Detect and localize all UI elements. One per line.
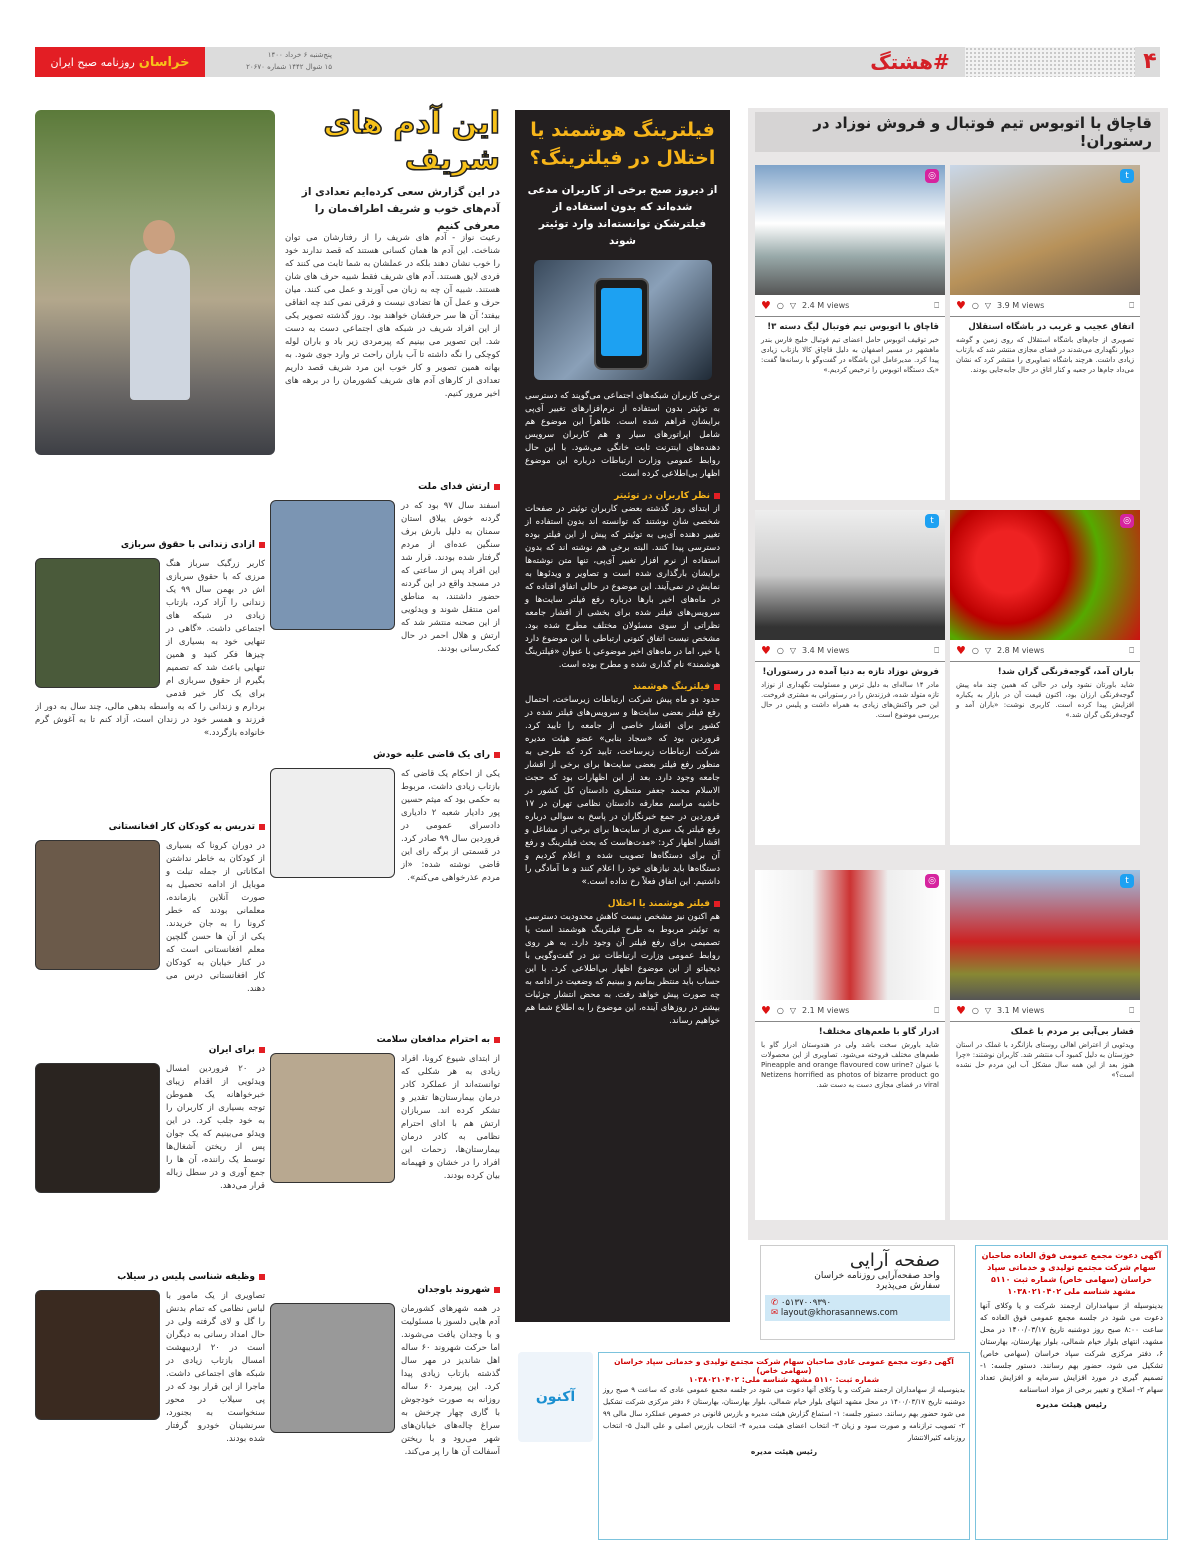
share-icon[interactable]: ▽ — [789, 1006, 797, 1015]
story-photo — [35, 558, 160, 688]
share-icon[interactable]: ▽ — [984, 646, 992, 655]
post-body: تصویری از جام‌های باشگاه استقلال که روی زمین و گوشه دیوار نگهداری می‌شدند در فضای مجازی منتشر شد که بازتاب زیادی داشت. هرچند باشگاه تصاویری را منتشر کرد که نشان می‌داد جام‌ها در جعبه و کنار اتاق در حال جابه‌جایی بودند. — [956, 336, 1134, 374]
social-post-card — [755, 165, 945, 500]
email-text: layout@khorasannews.com — [780, 1308, 898, 1318]
story-photo — [270, 500, 395, 630]
issue-date — [212, 49, 332, 73]
post-caption: باران آمد، گوجه‌فرنگی گران شد! — [997, 667, 1134, 677]
story-photo — [270, 768, 395, 878]
social-post-card — [950, 510, 1140, 845]
story-body: از ابتدای شیوع کرونا، افراد زیادی به هر شکلی که توانسته‌اند از عملکرد کادر درمان بیمارستان‌ها تقدیر و تشکر کرده اند. سربازان ارتش هم با ادای احترام نظامی به کادر درمان بیمارستان‌ها، زحمات این افراد را در خشان و فهیمانه بیان کرده بودند. — [401, 1054, 500, 1181]
filtering-article — [515, 110, 730, 1322]
story-heading: وظیفه شناسی پلیس در سیلاب — [35, 1272, 265, 1282]
story-heading: آزادی زندانی با حقوق سربازی — [35, 540, 265, 550]
bookmark-icon[interactable]: ⎕ — [1129, 1005, 1134, 1015]
filtering-headline: فیلترینگ هوشمند یا اختلال در فیلترینگ؟ — [529, 119, 716, 169]
story-body: یکی از احکام یک قاضی که بازتاب زیادی داشت، مربوط به حکمی بود که میثم حسین پور دادیار شعبه ۲ دادیاری دادسرای عمومی در فروردین سال ۹۹ صادر کرد. در قسمتی از برگه رای این قاضی نوشته شده: «از مردم عذرخواهی می‌کنم». — [401, 769, 500, 883]
mail-icon: ✉ — [771, 1308, 781, 1318]
post-image — [950, 510, 1140, 640]
views-count: 3.9 M views — [997, 301, 1045, 310]
story-body: کاربر زرگبک سرباز هنگ مرزی که با حقوق سربازی اش در بهمن سال ۹۹ یک زندانی را آزاد کرد، بازتاب زیادی در شبکه های اجتماعی داشت. «گاهی در تنهایی خود به بسیاری از چیزها فکر کنید و همین تنهایی باعث شد که تصمیم بگیرم از حقوق سربازی ام برای یک کار خیر قدمی بردارم و زندانی را که به واسطه بدهی مالی، چند سال به دور از فرزند و همسر خود در زندان است، آزاد کنم تا به آغوش گرم خانواده بازگردد.» — [35, 559, 265, 738]
share-icon[interactable]: ▽ — [789, 646, 797, 655]
filtering-intro: برخی کاربران شبکه‌های اجتماعی می‌گویند که دسترسی به توئیتر بدون استفاده از نرم‌افزارهای تغییر آی‌پی برایشان فراهم شده است. ظاهراً این موضوع هم شامل اپراتورهای سیار و هم کاربران سرویس دهنده‌های اینترنت ثابت خانگی می‌شود. با این حال روابط عمومی وزارت ارتباطات درباره این موضوع اظهار بی‌اطلاعی کرده است. — [525, 391, 720, 479]
notice-signature: رئیس هیئت مدیره — [1036, 1400, 1107, 1409]
like-icon[interactable]: ♥ — [956, 1004, 966, 1017]
views-count: 2.8 M views — [997, 646, 1045, 655]
post-body: شاید باورتان نشود ولی در حالی که همین چند ماه پیش گوجه‌فرنگی ارزان بود، اکنون قیمت آن در بازار به یکباره افزایش پیدا کرده است. کاربری نوشت: «باران آمد و گوجه‌فرنگی گران شد.» — [956, 681, 1134, 719]
views-count: 2.1 M views — [802, 1006, 850, 1015]
old-man-photo — [35, 110, 275, 455]
filtering-lede: از دیروز صبح برخی از کاربران مدعی شده‌اند که بدون استفاده از فیلترشکن توانسته‌اند وارد توئیتر شوند — [527, 184, 718, 247]
story-heading: ارتش فدای ملت — [270, 482, 500, 492]
phone-photo — [534, 260, 712, 380]
bookmark-icon[interactable]: ⎕ — [1129, 645, 1134, 655]
instagram-icon: ◎ — [925, 169, 939, 183]
phone-icon: ✆ — [771, 1298, 781, 1308]
story-body: تصاویری از یک مامور با لباس نظامی که تمام بدنش را گل و لای گرفته ولی در حال امداد رسانی به دیگران است در ۲۰ اردیبهشت امسال بازتاب زیادی در شبکه های اجتماعی داشت. ماجرا از این قرار بود که در پی سیلاب در محور سنخواست به بجنورد، سرنشینان خودرو گرفتار شده بودند. — [166, 1291, 265, 1444]
comment-icon[interactable]: ○ — [971, 1006, 979, 1015]
views-count: 3.4 M views — [802, 646, 850, 655]
share-icon[interactable]: ▽ — [789, 301, 797, 310]
comment-icon[interactable]: ○ — [776, 301, 784, 310]
section-body: حدود دو ماه پیش شرکت ارتباطات زیرساخت، احتمال رفع فیلتر بعضی سایت‌ها و سرویس‌های فیلتر شده در کشور برای اقشار خاصی از جامعه را تایید کرد. فروردین بود که «سجاد بنابی» عضو هیئت مدیره شرکت ارتباطات زیرساخت، تایید کرد که طرحی به منظور رفع فیلتر بعضی سایت‌ها برای برخی از اقشار جامعه وجود دارد. بعد از این اظهارات بود که حجت الاسلام محمد جعفر منتظری دادستان کل کشور در حاشیه مراسم معارفه دادستان نظامی تهران در ۱۷ فروردین در جمع خبرنگاران در پاسخ به سوالی درباره رفع فیلتر یک سری از سایت‌ها برای برخی از مشاغل و اقشار اظهار کرد: «مدت‌هاست که بحث فیلترینگ و رفع آن برای دستگاه‌ها تصویب شده و اعلام کردیم و دستگاه‌ها باید نیازهای خود را اعلام کنند و ما آمادگی را داشتیم. این اتفاق فعلاً رخ نداده است.» — [525, 695, 720, 887]
story-body: در ۲۰ فروردین امسال ویدئویی از اقدام زیبای خبرخواهانه یک هموطن توجه بسیاری از کاربران را به خود جلب کرد. در این ویدئو می‌بینیم که یک جوان پس از ریختن آشغال‌ها توسط یک راننده، آن ها را جمع آوری و در سطل زباله قرار می‌دهد. — [166, 1064, 265, 1191]
post-stats — [950, 640, 1140, 662]
post-caption: قاچاق با اتوبوس تیم فوتبال لیگ دسته ۳! — [767, 322, 939, 332]
notice-body: بدینوسیله از سهامداران ارجمند شرکت و یا وکلای آنها دعوت می شود در جلسه مجمع عمومی عادی که ساعت ۹ صبح روز دوشنبه تاریخ ۱۴۰۰/۰۳/۱۷ در محل مشهد انتهای بلوار خیام شمالی، بلوار بهارستان، بهارستان ۶ دفتر مرکزی شرکت تشکیل می شود حضور بهم رسانند. دستور جلسه: ۱- استماع گزارش هیئت مدیره و بازرس قانونی در خصوص عملکرد سال مالی ۹۹ ۲- تصویب ترازنامه و صورت سود و زیان ۳- انتخاب اعضای هیئت مدیره ۴- انتخاب بازرس اصلی و علی البدل ۵- انتخاب روزنامه کثیرالانتشار — [603, 1386, 966, 1442]
people-story — [35, 540, 265, 765]
aknoon-ad — [518, 1352, 593, 1442]
people-story — [35, 1045, 265, 1265]
post-image — [755, 510, 945, 640]
share-icon[interactable]: ▽ — [984, 1006, 992, 1015]
post-body: ویدئویی از اعتراض اهالی روستای بازانگرد با غملک در استان خوزستان به دلیل کمبود آب منتشر شد. کاربران نوشتند: «چرا هنوز بعد از این همه سال مشکل آب این مردم حل نشده است؟» — [956, 1041, 1134, 1079]
people-story — [270, 1035, 500, 1260]
section-title: #هشتگ — [870, 50, 950, 74]
post-body: شاید باورش سخت باشد ولی در هندوستان ادرار گاو با طعم‌های مختلف فروخته می‌شود. تصاویری از این محصولات با عنوان Pineapple and orange flavoured cow urine? Netizens horrified as photos of bizarre product go viral در فضای مجازی دست به دست شد. — [761, 1041, 939, 1089]
comment-icon[interactable]: ○ — [971, 301, 979, 310]
filtering-section — [515, 481, 730, 672]
filtering-section — [515, 889, 730, 1028]
story-heading: برای ایران — [35, 1045, 265, 1055]
post-stats — [755, 640, 945, 662]
notice-subtitle: شماره ثبت: ۵۱۱۰ مشهد شناسه ملی: ۱۰۳۸۰۲۱۰۴۰۲ — [688, 1375, 880, 1384]
gallery-title: قاچاق با اتوبوس تیم فوتبال و فروش نوزاد در رستوران! — [755, 112, 1160, 152]
people-intro: رعیت نواز - آدم های شریف را از رفتارشان می توان شناخت. این آدم ها همان کسانی هستند که قصد ندارند خود را خوب نشان دهند بلکه در عملشان به شما ثابت می کنند که فردی لایق هستند. آدم های شریف فقط شبیه حرف های شان هستند. شبیه آن چه به زبان می آورند و عمل می کنند. میان حرف و عمل آن ها تضادی نیست و فرقی نمی کند چه اتفاقی بیفتد؛ آن ها سر حرفشان خواهند بود. روز گذشته تصویر یکی از این افراد شریف در شبکه های اجتماعی دست به دست شد. این تصویر می بینیم که پیرمردی زیر باد و باران لوله کوچکی را نگه داشته تا آب باران راحت تر وارد جوی شود. به بهانه همین تصویر و کار خوب این مرد شریف قصد داریم تعدادی از کارهای آدم های شریف کشورمان را در برهه های اخیر مرور کنیم. — [285, 233, 500, 399]
story-body: در دوران کرونا که بسیاری از کودکان به خاطر نداشتن امکاناتی از جمله تبلت و موبایل از ادامه تحصیل به صورت آنلاین بازمانده، معلمانی بودند که خطر کرونا را به جان خریدند. یکی از آن ها حسن گلچین معلم افغانستانی است که در کنار خیابان به کودکان کار افغانستانی درس می دهند. — [166, 841, 265, 994]
layout-service-ad — [760, 1245, 955, 1340]
aknoon-logo: آکنون — [535, 1389, 576, 1405]
post-image — [950, 870, 1140, 1000]
layout-ad-title: صفحه آرایی — [849, 1250, 940, 1271]
people-story — [35, 822, 265, 1022]
instagram-icon: ◎ — [925, 874, 939, 888]
views-count: 3.1 M views — [997, 1006, 1045, 1015]
post-body: خبر توقیف اتوبوس حامل اعضای تیم فوتبال خلیج فارس بندر ماهشهر در مسیر اصفهان به دلیل قاچاق کالا بازتاب زیادی پیدا کرد. مدیرعامل این باشگاه در گفت‌وگو با رسانه‌ها گفت: «یک دستگاه اتوبوس را ترخیص کردیم.» — [761, 336, 939, 374]
notice-title: آگهی دعوت مجمع عمومی فوق العاده صاحبان سهام شرکت مجتمع تولیدی و خدماتی سپاد خراسان (سهامی خاص) شماره ثبت ۵۱۱۰ مشهد شناسه ملی ۱۰۳۸۰۲۱۰۴۰۲ — [981, 1251, 1162, 1296]
phone-text: ۰۵۱۳۷۰۰۹۳۹۰ — [780, 1298, 832, 1308]
post-image — [950, 165, 1140, 295]
people-headline: این آدم های شریف — [323, 106, 500, 177]
email-address[interactable] — [771, 1308, 944, 1318]
post-stats — [755, 295, 945, 317]
newspaper-logo — [35, 47, 205, 77]
post-caption: فشار بی‌آبی بر مردم با غملک — [1010, 1027, 1134, 1037]
like-icon[interactable]: ♥ — [956, 299, 966, 312]
story-photo — [35, 1290, 160, 1420]
people-story — [35, 1272, 265, 1542]
post-stats — [755, 1000, 945, 1022]
bookmark-icon[interactable]: ⎕ — [1129, 300, 1134, 310]
social-post-card — [950, 870, 1140, 1220]
header-pattern — [965, 47, 1135, 77]
like-icon[interactable]: ♥ — [956, 644, 966, 657]
story-body: در همه شهرهای کشورمان آدم هایی دلسوز با مسئولیت و با وجدان یافت می‌شوند. اما حرکت شهروند ۶۰ ساله اهل شاندیز در مهر سال گذشته بازتاب زیادی پیدا کرد. این پیرمرد ۶۰ ساله روزانه به صورت خودجوش با گاری چهار چرخش به سراغ چاله‌های خیابان‌های شهر می‌رود و با ریختن آسفالت آن ها را پر می‌کند. — [401, 1304, 500, 1457]
social-post-card — [755, 510, 945, 845]
people-story — [270, 482, 500, 732]
people-subtitle: در این گزارش سعی کرده‌ایم تعدادی از آدم‌های خوب و شریف اطراف‌مان را معرفی کنیم — [301, 186, 500, 232]
social-post-card — [950, 165, 1140, 500]
comment-icon[interactable]: ○ — [971, 646, 979, 655]
post-image — [755, 165, 945, 295]
notice-body: بدینوسیله از سهامداران ارجمند شرکت و یا وکلای آنها دعوت می شود در جلسه مجمع عمومی فوق العاده که ساعت ۸:۰۰ صبح روز دوشنبه تاریخ ۱۴۰۰/۰۳/۱۷ در محل مشهد، انتهای بلوار خیام شمالی، بلوار بهارستان، بهارستان ۶، دفتر مرکزی شرکت سپاد خراسان (سهامی خاص) تشکیل می شود، حضور بهم رسانند. دستور جلسه: ۱- تصمیم گیری در مورد افزایش سرمایه و افزایش تعداد سهام ۲- اصلاح و تغییر برخی از مواد اساسنامه — [980, 1301, 1163, 1394]
date-line: پنج‌شنبه ۶ خرداد ۱۴۰۰ — [267, 51, 332, 59]
issue-number-line: ۱۵ شوال ۱۴۴۲ شماره ۲۰۶۷۰ — [246, 63, 332, 71]
story-heading: به احترام مدافعان سلامت — [270, 1035, 500, 1045]
bookmark-icon[interactable]: ⎕ — [934, 1005, 939, 1015]
people-story — [270, 750, 500, 1000]
bookmark-icon[interactable]: ⎕ — [934, 300, 939, 310]
notice-signature: رئیس هیئت مدیره — [750, 1447, 818, 1456]
section-heading: فیلتر هوشمند یا اختلال — [525, 899, 720, 909]
ordinary-meeting-notice — [598, 1352, 970, 1540]
story-heading: شهروند باوجدان — [270, 1285, 500, 1295]
post-stats — [950, 1000, 1140, 1022]
filtering-section — [515, 672, 730, 889]
layout-ad-line: واحد صفحه‌آرایی روزنامه خراسان — [814, 1271, 940, 1281]
post-stats — [950, 295, 1140, 317]
story-photo — [270, 1053, 395, 1183]
social-post-card — [755, 870, 945, 1220]
post-image — [755, 870, 945, 1000]
section-heading: فیلترینگ هوشمند — [525, 682, 720, 692]
extraordinary-meeting-notice — [975, 1245, 1168, 1540]
layout-ad-line: سفارش می‌پذیرد — [875, 1281, 940, 1291]
notice-title: آگهی دعوت مجمع عمومی عادی صاحبان سهام شرکت مجتمع تولیدی و خدماتی سپاد خراسان (سهامی خاص) — [614, 1357, 954, 1375]
logo-tagline: روزنامه صبح ایران — [50, 55, 135, 69]
twitter-icon: t — [1120, 169, 1134, 183]
post-caption: فروش نوزاد تازه به دنیا آمده در رستوران! — [762, 667, 939, 677]
views-count: 2.4 M views — [802, 301, 850, 310]
story-photo — [35, 840, 160, 970]
post-body: مادر ۱۴ ساله‌ای به دلیل ترس و مسئولیت نگهداری از نوزاد تازه متولد شده، فرزندش را در رستورانی به مشتری فروخت. این خبر واکنش‌های زیادی به همراه داشت و پلیس در حال بررسی موضوع است. — [761, 681, 939, 719]
story-heading: رای یک قاضی علیه خودش — [270, 750, 500, 760]
post-caption: ادرار گاو با طعم‌های مختلف! — [818, 1027, 939, 1037]
story-heading: تدریس به کودکان کار افغانستانی — [35, 822, 265, 832]
people-story — [270, 1285, 500, 1540]
story-photo — [270, 1303, 395, 1433]
post-caption: اتفاق عجیب و غریب در باشگاه استقلال — [968, 322, 1134, 332]
story-photo — [35, 1063, 160, 1193]
story-body: اسفند سال ۹۷ بود که در گردنه خوش ییلاق استان سمنان به دلیل بارش برف سنگین عده‌ای از مردم گرفتار شده بودند. قرار شد این افراد پس از ساعتی که در مسجد واقع در این گردنه حضور داشتند، به مناطق امن منتقل شوند و ویدئویی از این صحنه منتشر شد که ارتش و هلال احمر در حال کمک‌رسانی بودند. — [401, 501, 500, 654]
bookmark-icon[interactable]: ⎕ — [934, 645, 939, 655]
twitter-icon: t — [925, 514, 939, 528]
twitter-icon: t — [1120, 874, 1134, 888]
phone-number — [771, 1298, 944, 1308]
page-number: ۴ — [1143, 49, 1157, 74]
section-body: از ابتدای روز گذشته بعضی کاربران توئیتر در صفحات شخصی شان نوشتند که توانسته اند بدون استفاده از تغییر دهنده آی‌پی به توئیتر که پیش از این فیلتر بوده دسترسی پیدا کنند. البته برخی هم نوشته اند که بدون استفاده از نرم افزار تغییر آی‌پی، تنها متن نوشته‌ها برایشان بارگذاری شده است و تصاویر و ویدئوها به نمایش در نمی‌آیند. این موضوع در حالی اتفاق افتاده که در ماه‌های اخیر بارها درباره رفع فیلتر سایت‌ها و سرویس‌های فیلتر شده برای بخشی از اقشار جامعه نظراتی از سوی مسئولان مختلف مطرح شده بود. مشخص نیست اتفاق کنونی ارتباطی با این موضوع دارد یا خیر، اما در ماه‌های اخیر موضوعی با عنوان «فیلترینگ هوشمند» نام گذاری شده و مطرح بوده است. — [525, 504, 720, 670]
instagram-icon: ◎ — [1120, 514, 1134, 528]
like-icon[interactable]: ♥ — [761, 644, 771, 657]
section-body: هم اکنون نیز مشخص نیست کاهش محدودیت دسترسی به توئیتر مربوط به طرح فیلترینگ هوشمند است یا تصمیمی برای رفع فیلتر آن وجود دارد. به هر روی روابط عمومی وزارت ارتباطات نیز در گفت‌وگویی با دیجیاتو از این موضوع اظهار بی‌اطلاعی کرد. با این حساب باید منتظر بمانیم و ببینیم که وضعیت در ادامه به چه صورت پیش خواهد رفت. به محض انتشار جزئیات بیشتر در روزهای آینده، این موضوع را به اطلاع شما هم خواهیم رساند. — [525, 912, 720, 1026]
comment-icon[interactable]: ○ — [776, 646, 784, 655]
like-icon[interactable]: ♥ — [761, 1004, 771, 1017]
share-icon[interactable]: ▽ — [984, 301, 992, 310]
comment-icon[interactable]: ○ — [776, 1006, 784, 1015]
logo-name: خراسان — [138, 54, 190, 70]
section-heading: نظر کاربران در توئیتر — [525, 491, 720, 501]
like-icon[interactable]: ♥ — [761, 299, 771, 312]
